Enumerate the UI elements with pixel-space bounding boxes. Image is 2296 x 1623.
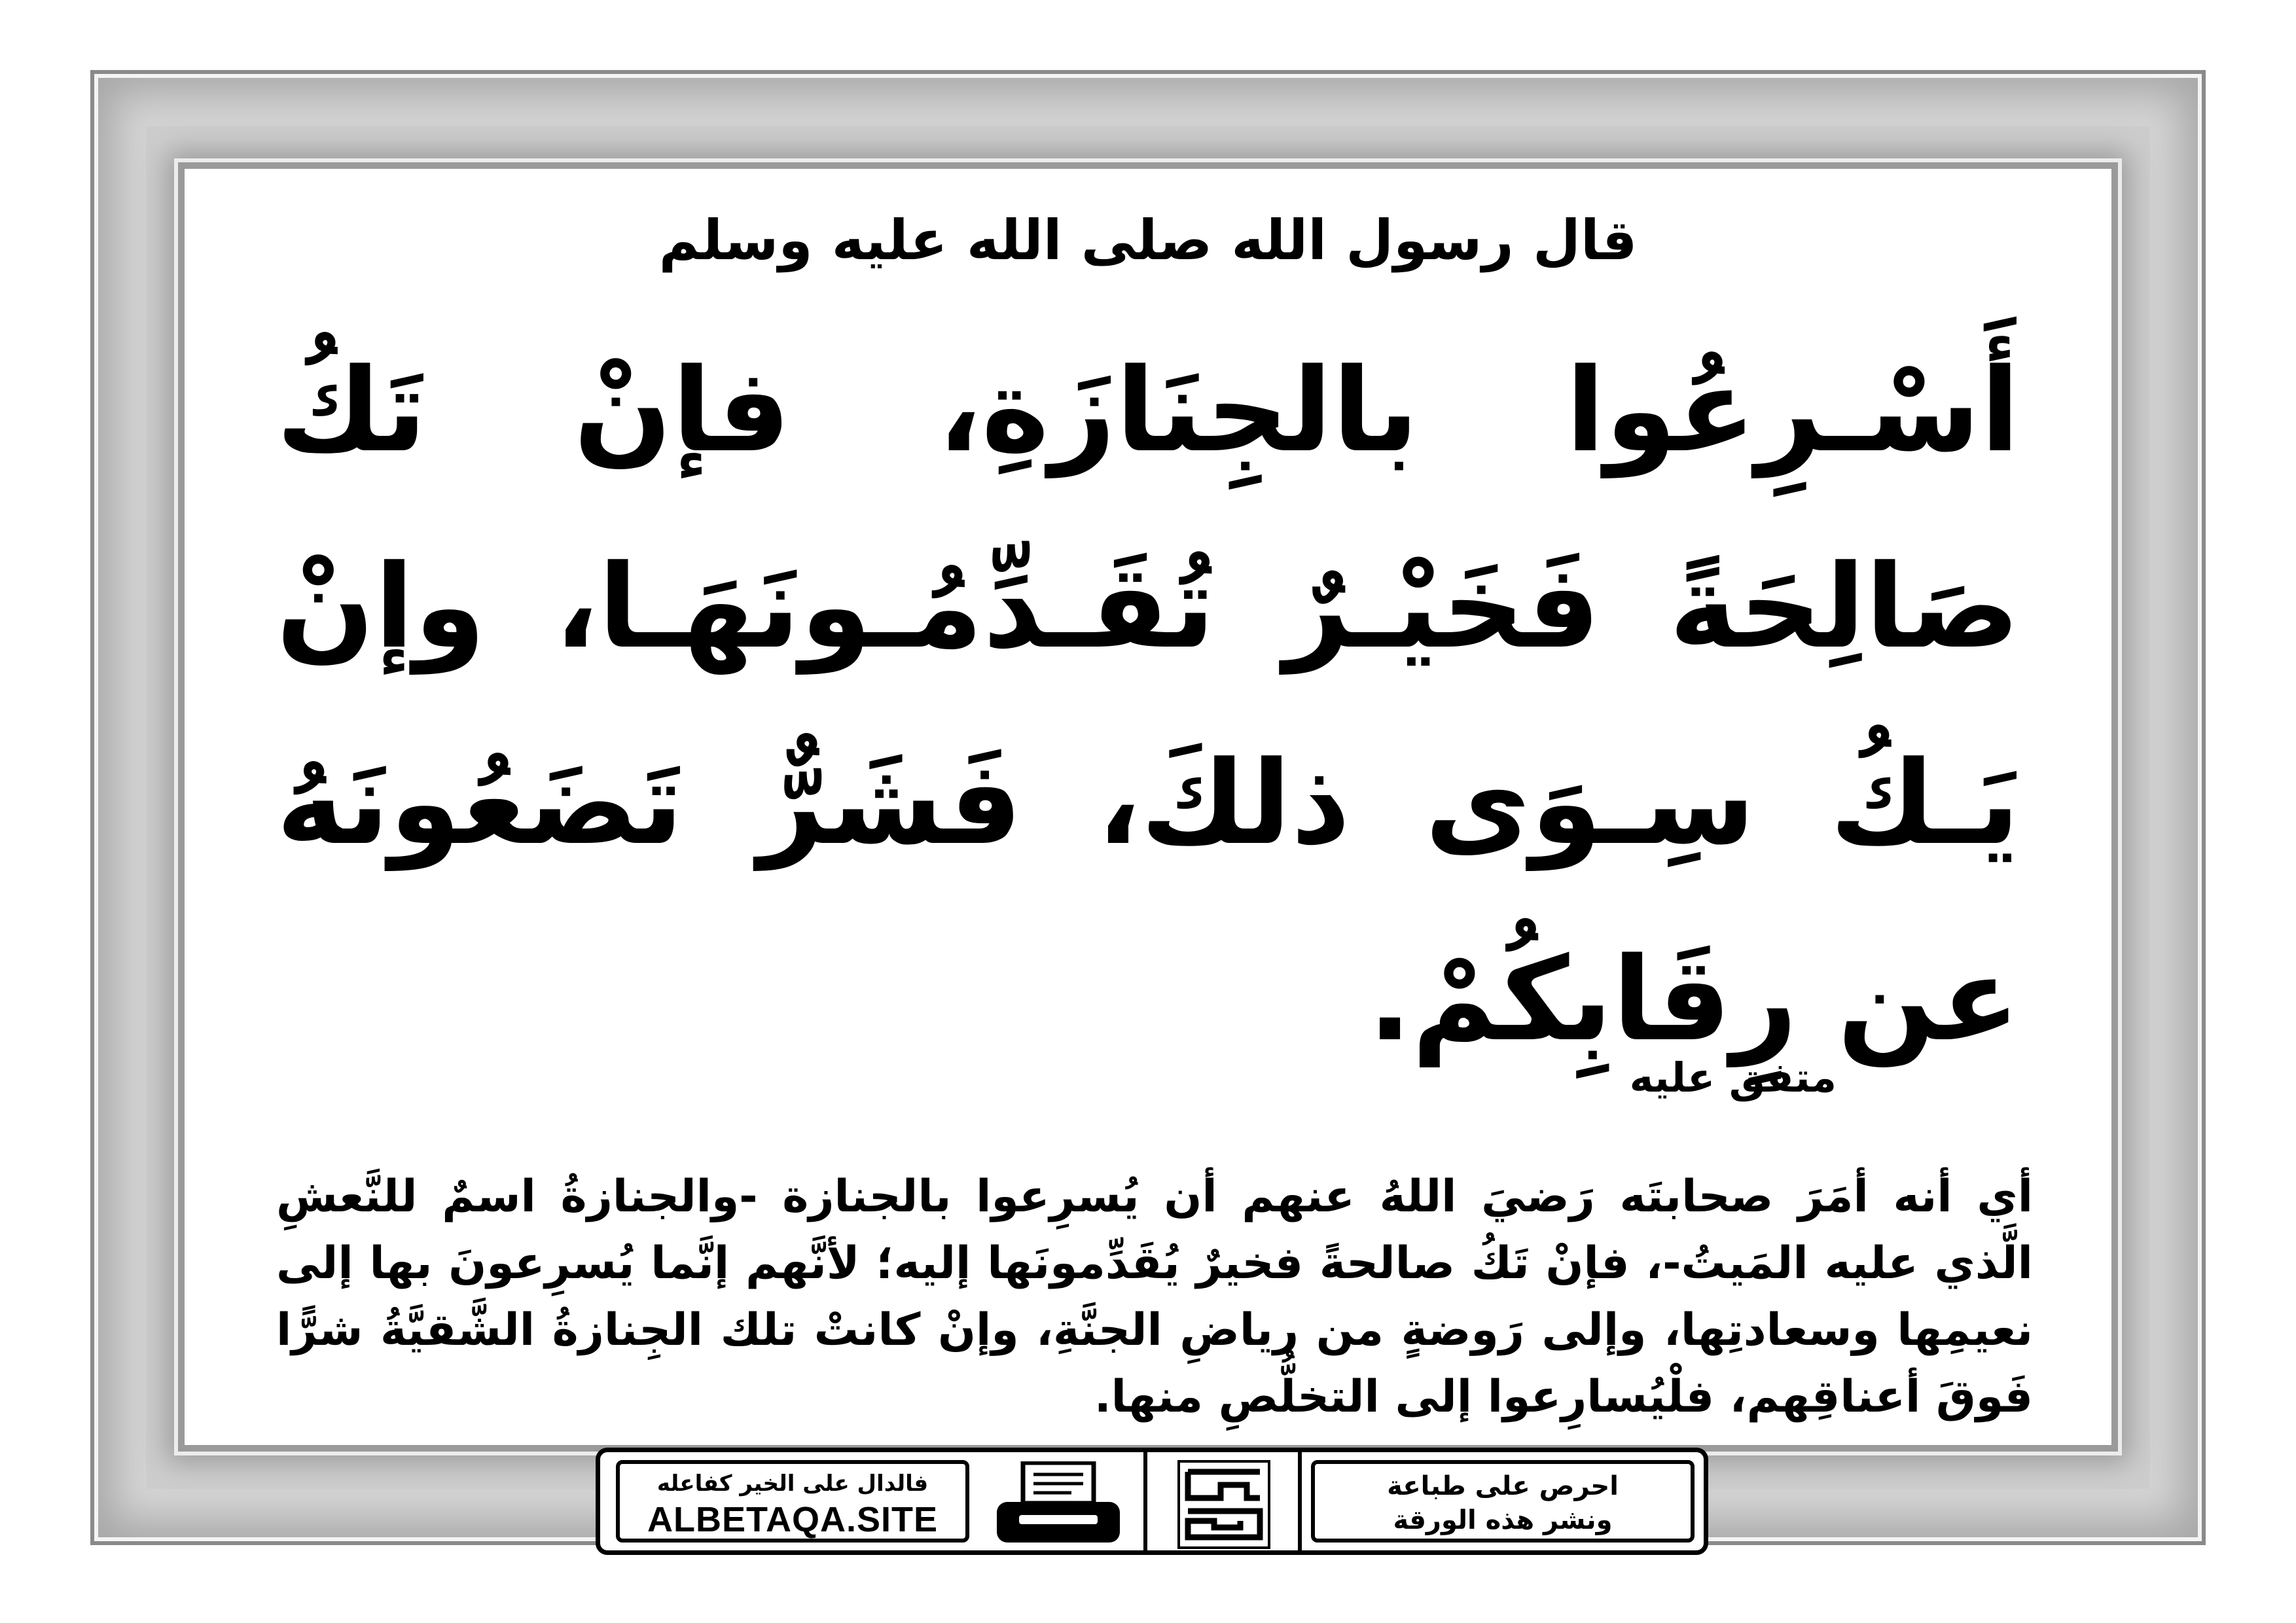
hadith-text: أَسْـرِعُوا بالجِنَازَةِ، فإنْ تَكُ صَالِحَةً فَخَيْـرٌ تُقَـدِّمُـونَهَـا، وإنْ يَـكُ سِـوَى ذلكَ، فَشَرٌّ تَضَعُونَهُ عن رِقَابِكُمْ. [276, 344, 2020, 1067]
footer-print-line1: احرص على طباعة [1387, 1471, 1619, 1501]
explanation-text: أي أنه أمَرَ صحابتَه رَضيَ اللهُ عنهم أن يُسرِعوا بالجنازة -والجنازةُ اسمٌ للنَّعشِ الَّذي عليه المَيتُ-، فإنْ تَكُ صالحةً فخيرٌ يُقَدِّمونَها إليه؛ لأنَّهم إنَّما يُسرِعونَ بها إلى نعيمِها وسعادتِها، وإلى رَوضةٍ من رياضِ الجنَّةِ، وإنْ كانتْ تلك الجِنازةُ الشَّقيَّةُ شرًّا فَوقَ أعناقِهم، فلْيُسارِعوا إلى التخلُّصِ منها. [276, 1171, 2033, 1423]
footer-bar [596, 1448, 1708, 1555]
footer-site-box [616, 1460, 969, 1543]
footer-print-box [1311, 1460, 1695, 1543]
footer-print-line2: ونشر هذه الورقة [1393, 1505, 1613, 1535]
footer-site-url: ALBETAQA.SITE [647, 1500, 938, 1539]
logo-icon [1175, 1459, 1273, 1550]
hadith-source: متفق عليه [1629, 1054, 1837, 1101]
content-card [185, 169, 2111, 1445]
footer-divider [1143, 1452, 1147, 1550]
footer-proverb: فالدال على الخير كفاعله [656, 1471, 929, 1497]
intro-heading: قال رسول الله صلى الله عليه وسلم [658, 208, 1638, 272]
printer-icon [993, 1461, 1124, 1546]
footer-divider [1298, 1452, 1302, 1550]
